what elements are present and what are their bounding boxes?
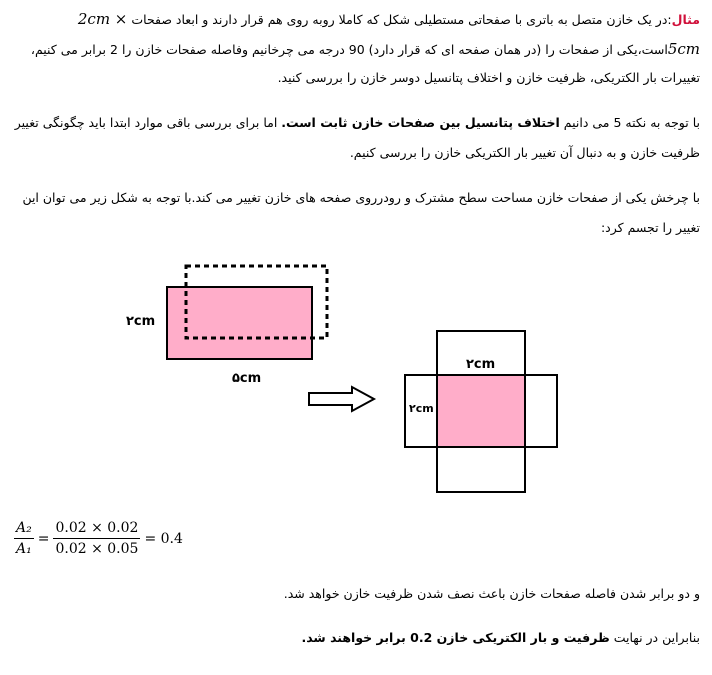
right-plate-overlap <box>437 375 525 447</box>
capacitor-plates-figure <box>0 250 712 500</box>
right-side-label: ۲cm <box>409 402 434 415</box>
left-side-label: ۲cm <box>126 314 156 329</box>
dimension-2cm: 2cm × <box>77 10 128 28</box>
example-label: مثال <box>671 12 700 27</box>
conclusion-line-2 <box>301 630 700 645</box>
example-line-3 <box>278 70 700 85</box>
para2-bold: اختلاف پتانسیل بین صفحات خازن ثابت است. <box>281 115 560 130</box>
area-ratio-fraction <box>14 520 34 557</box>
right-top-label: ۲cm <box>466 357 496 372</box>
area-a2: A₂ <box>14 520 34 539</box>
area-ratio-equation <box>14 520 187 557</box>
para3-line-1-text: با چرخش یکی از صفحات خازن مساحت سطح مشترک و رودرروی صفحه های خازن تغییر می کند.با توجه به شکل زیر می توان این <box>22 190 700 205</box>
para2-line-1 <box>15 115 700 130</box>
ratio-result: = 0.4 <box>144 530 183 547</box>
denominator-product: 0.02 × 0.05 <box>55 541 139 557</box>
para3-line-2-text: تغییر را تجسم کرد: <box>600 220 700 235</box>
para3-line-2 <box>601 220 700 235</box>
example-line-3-text: تغییرات بار الکتریکی، ظرفیت خازن و اختلاف پتانسیل دوسر خازن را بررسی کنید. <box>277 70 700 85</box>
left-bottom-label: ۵cm <box>232 371 262 386</box>
conclusion-line-1 <box>284 586 700 601</box>
para2-line-2-text: ظرفیت خازن و به دنبال آن تغییر بار الکتریکی خازن را بررسی کنیم. <box>349 145 700 160</box>
left-plate-overlap <box>167 287 312 359</box>
transform-arrow-icon <box>309 387 374 411</box>
para2-pre: با توجه به نکته 5 می دانیم <box>559 115 700 130</box>
para3-line-1 <box>22 190 700 205</box>
example-line-2-text: است،یکی از صفحات را (در همان صفحه ای که قرار دارد) 90 درجه می چرخانیم وفاصله صفحات خازن را 2 برابر می کنیم، <box>30 42 668 57</box>
conclusion-2-bold: ظرفیت و بار الکتریکی خازن 0.2 برابر خواهند شد. <box>301 630 610 645</box>
equals-sign: = <box>37 530 50 547</box>
conclusion-1-text: و دو برابر شدن فاصله صفحات خازن باعث نصف شدن ظرفیت خازن خواهد شد. <box>283 586 700 601</box>
dimension-fraction <box>53 520 140 557</box>
example-line-2 <box>31 40 700 58</box>
example-line-1 <box>78 10 700 28</box>
para2-post: اما برای بررسی باقی موارد ابتدا باید چگونگی تغییر <box>14 115 282 130</box>
conclusion-2-pre: بنابراین در نهایت <box>609 630 700 645</box>
area-a1: A₁ <box>16 541 32 557</box>
para2-line-2 <box>350 145 700 160</box>
numerator-product: 0.02 × 0.02 <box>53 520 140 539</box>
dimension-5cm: 5cm <box>667 40 700 58</box>
example-line-1-text: :در یک خازن متصل به باتری با صفحاتی مستطیلی شکل که کاملا روبه روی هم قرار دارند و ابعاد صفحات <box>131 12 672 27</box>
